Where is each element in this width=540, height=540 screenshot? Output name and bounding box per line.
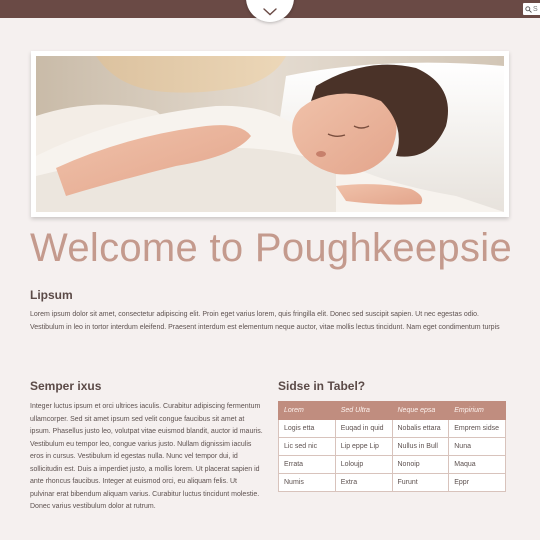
sleeping-child-illustration (36, 56, 504, 212)
semper-paragraph: Integer luctus ipsum et orci ultrices iaculis. Curabitur adipiscing fermentum ullamcorper. Sed sit amet ipsum sed velit congue faucibus sit amet at ipsum. Phasellus justo leo, volutpat vitae euismod blandit, auctor id mauris. Vestibulum eu tempor leo, congue varius justo. Nullam dignissim iaculis eros in cursus. Vestibulum id egestas nulla. Nunc vel tempor dui, id sollicitudin est. Duis a imperdiet justo, a mollis lorem. Ut placerat sapien id ante rhoncus faucibus. Integer at euismod orci, eu aliquam felis. Ut pulvinar erat bibendum aliquam varius. Curabitur luctus tincidunt molestie. Donec varius vestibulum dolor at rutrum. (30, 403, 263, 510)
lipsum-paragraph: Lorem ipsum dolor sit amet, consectetur adipiscing elit. Proin eget varius lorem, quis fringilla elit. Donec sed suscipit sapien. Ut nec egestas odio. Vestibulum in leo in tortor interdum eleifend. Praesent interdum est elementum neque auctor, vitae mollis lectus tincidunt. Nam eget condimentum turpis (30, 311, 500, 331)
table-cell: Nonoip (392, 456, 449, 474)
table-cell: Nuna (449, 438, 506, 456)
page-title: Welcome to Poughkeepsie (30, 226, 512, 270)
table-cell: Nobalis ettara (392, 420, 449, 438)
table-column-header: Empirium (449, 402, 506, 420)
table-heading: Sidse in Tabel? (278, 379, 366, 393)
hero-photo (36, 56, 504, 212)
table-cell: Eppr (449, 474, 506, 492)
table-column-header: Sed Ultra (335, 402, 392, 420)
search-box[interactable] (523, 3, 540, 15)
hero-frame (31, 51, 509, 217)
search-icon (525, 6, 532, 13)
table-row (279, 456, 506, 474)
data-table (278, 401, 506, 492)
table-cell: Errata (279, 456, 336, 474)
table-cell: Logis etta (279, 420, 336, 438)
table-cell: Maqua (449, 456, 506, 474)
table-cell: Lic sed nic (279, 438, 336, 456)
table-row (279, 420, 506, 438)
table-row (279, 438, 506, 456)
table-cell: Numis (279, 474, 336, 492)
search-input[interactable] (532, 4, 540, 14)
menu-toggle-button[interactable] (246, 0, 294, 22)
semper-heading: Semper ixus (30, 379, 102, 393)
table-column-header: Lorem (279, 402, 336, 420)
table-row (279, 474, 506, 492)
table-cell: Loloujp (335, 456, 392, 474)
lipsum-heading: Lipsum (30, 288, 73, 302)
table-cell: Emprem sidse (449, 420, 506, 438)
table-cell: Euqad in quid (335, 420, 392, 438)
table-column-header: Neque epsa (392, 402, 449, 420)
table-cell: Lip eppe Lip (335, 438, 392, 456)
table-cell: Extra (335, 474, 392, 492)
chevron-down-icon (263, 8, 277, 16)
table-cell: Furunt (392, 474, 449, 492)
table-header-row (279, 402, 506, 420)
table-cell: Nullus in Bull (392, 438, 449, 456)
